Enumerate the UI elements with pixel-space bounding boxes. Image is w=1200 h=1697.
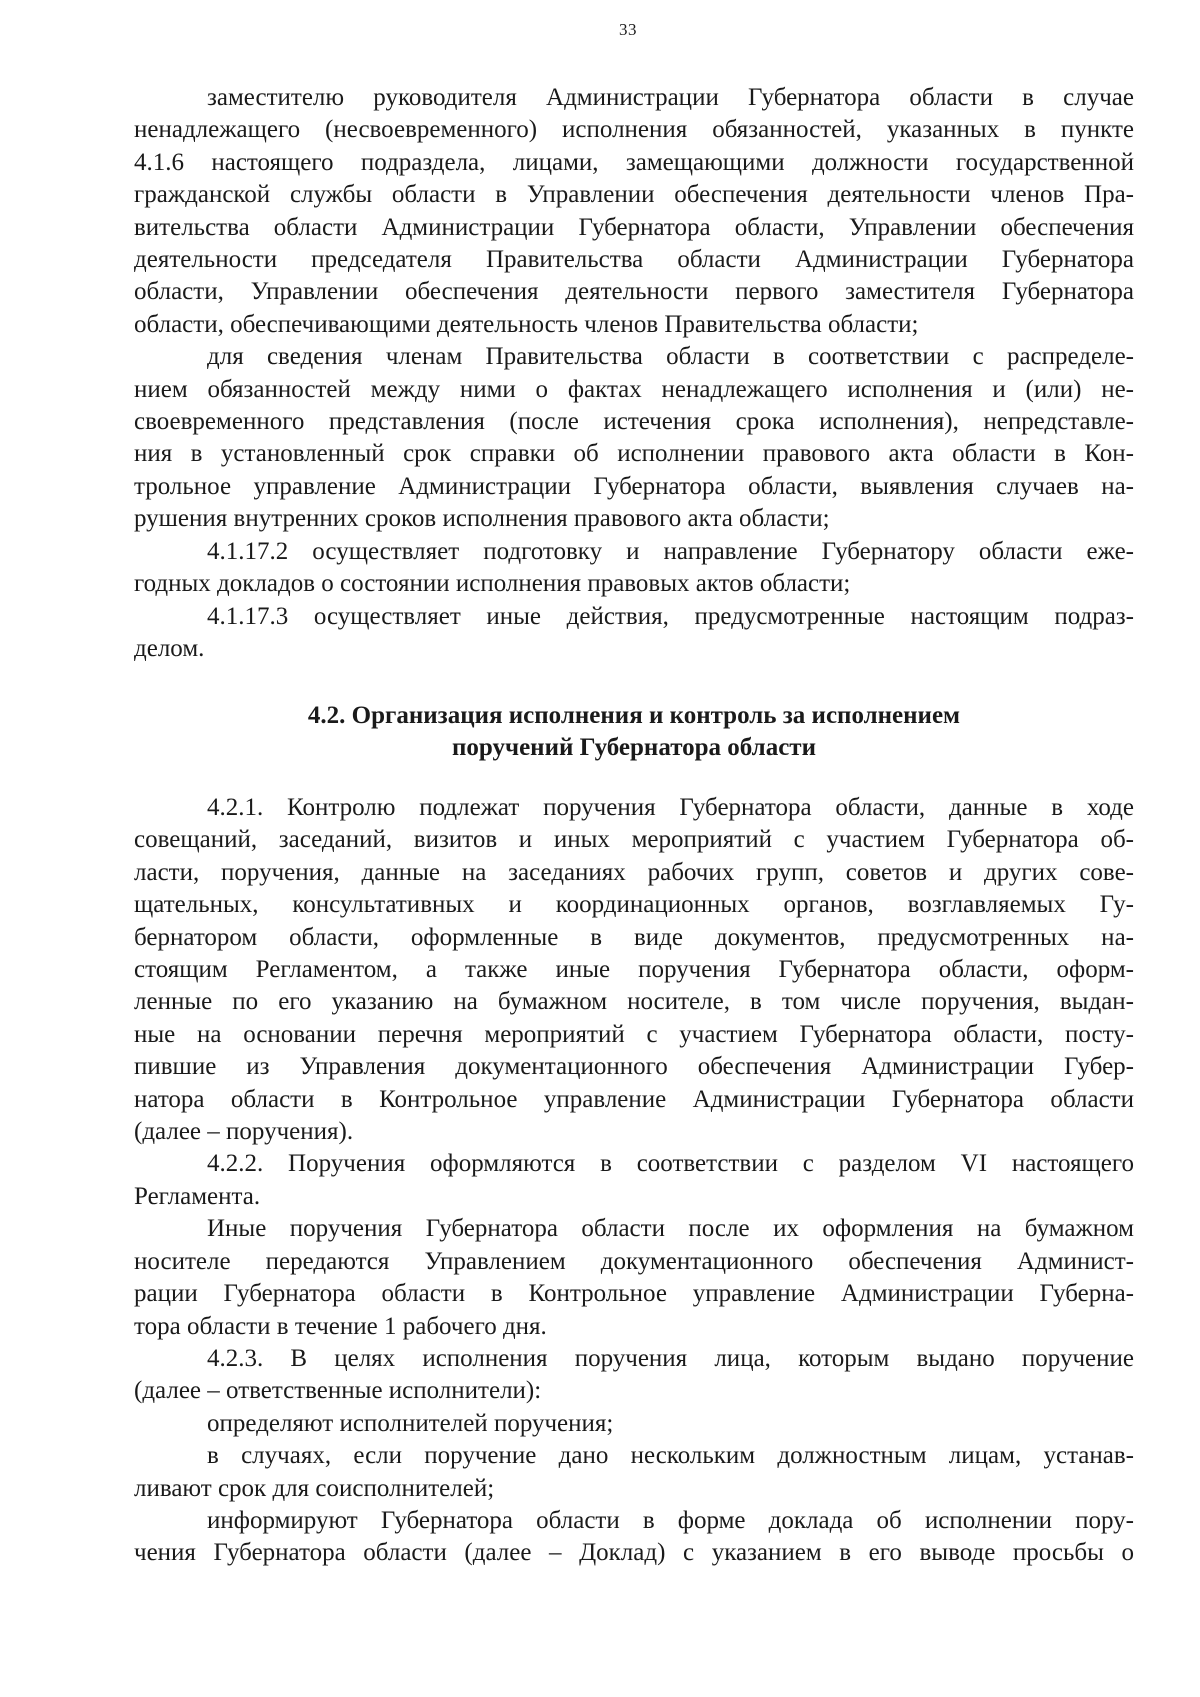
- text-line: области, обеспечивающими деятельность членов Правительства области;: [134, 310, 919, 338]
- text-line: носителе передаются Управлением документационного обеспечения Админист-: [134, 1247, 1134, 1275]
- text-line: 4.2.3. В целях исполнения поручения лица, которым выдано поручение: [207, 1344, 1134, 1372]
- text-line: ласти, поручения, данные на заседаниях рабочих групп, советов и других сове-: [134, 858, 1134, 886]
- text-line: рушения внутренних сроков исполнения правового акта области;: [134, 505, 830, 533]
- text-line: 4.1.17.3 осуществляет иные действия, предусмотренные настоящим подраз-: [207, 602, 1134, 630]
- text-line: информируют Губернатора области в форме доклада об исполнении пору-: [207, 1506, 1134, 1534]
- text-line: пившие из Управления документационного обеспечения Администрации Губер-: [134, 1053, 1134, 1081]
- text-line: делом.: [134, 634, 205, 662]
- text-line: 4.2.2. Поручения оформляются в соответствии с разделом VI настоящего: [207, 1150, 1134, 1178]
- text-line: натора области в Контрольное управление Администрации Губернатора области: [134, 1085, 1134, 1113]
- text-line: (далее – ответственные исполнители):: [134, 1377, 542, 1405]
- text-line: деятельности председателя Правительства области Администрации Губернатора: [134, 246, 1134, 274]
- text-line: чения Губернатора области (далее – Доклад) с указанием в его выводе просьбы о: [134, 1539, 1134, 1567]
- text-line: ния в установленный срок справки об исполнении правового акта области в Кон-: [134, 440, 1134, 468]
- section-heading: [134, 700, 1134, 765]
- text-line: ные на основании перечня мероприятий с участием Губернатора области, посту-: [134, 1020, 1134, 1048]
- text-line: нием обязанностей между ними о фактах ненадлежащего исполнения и (или) не-: [134, 375, 1134, 403]
- text-line: области, Управлении обеспечения деятельности первого заместителя Губернатора: [134, 278, 1134, 306]
- text-line: заместителю руководителя Администрации Губернатора области в случае: [207, 84, 1134, 111]
- text-line: 4.1.17.2 осуществляет подготовку и направление Губернатору области еже-: [207, 537, 1134, 565]
- text-line: ливают срок для соисполнителей;: [134, 1474, 495, 1502]
- text-line: совещаний, заседаний, визитов и иных мероприятий с участием Губернатора об-: [134, 826, 1134, 854]
- text-line: в случаях, если поручение дано нескольким должностным лицам, устанав-: [207, 1442, 1134, 1470]
- text-line: 4.1.6 настоящего подраздела, лицами, замещающими должности государственной: [134, 148, 1134, 176]
- text-line: бернатором области, оформленные в виде документов, предусмотренных на-: [134, 923, 1134, 951]
- text-line: определяют исполнителей поручения;: [207, 1409, 614, 1437]
- text-line: гражданской службы области в Управлении обеспечения деятельности членов Пра-: [134, 181, 1134, 209]
- text-line: своевременного представления (после истечения срока исполнения), непредставле-: [134, 408, 1134, 436]
- text-line: для сведения членам Правительства области в соответствии с распределе-: [207, 343, 1134, 371]
- page-number: 33: [619, 20, 637, 39]
- section-heading-line-1: 4.2. Организация исполнения и контроль за исполнением: [307, 702, 961, 729]
- text-line: ленные по его указанию на бумажном носителе, в том числе поручения, выдан-: [134, 988, 1134, 1016]
- text-line: Иные поручения Губернатора области после их оформления на бумажном: [207, 1215, 1134, 1243]
- text-line: стоящим Регламентом, а также иные поручения Губернатора области, оформ-: [134, 956, 1134, 984]
- text-line: (далее – поручения).: [134, 1118, 354, 1146]
- intro-text-block: [134, 82, 1134, 665]
- text-line: тора области в течение 1 рабочего дня.: [134, 1312, 547, 1340]
- text-line: щательных, консультативных и координационных органов, возглавляемых Гу-: [134, 891, 1134, 919]
- text-line: ненадлежащего (несвоевременного) исполнения обязанностей, указанных в пункте: [134, 116, 1134, 144]
- text-line: трольное управление Администрации Губернатора области, выявления случаев на-: [134, 472, 1134, 500]
- text-line: годных докладов о состоянии исполнения правовых актов области;: [134, 570, 851, 598]
- text-line: Регламента.: [134, 1182, 261, 1210]
- text-line: вительства области Администрации Губернатора области, Управлении обеспечения: [134, 213, 1134, 241]
- section-heading-line-2: поручений Губернатора области: [452, 734, 816, 762]
- section-text-block: [134, 792, 1134, 1570]
- text-line: рации Губернатора области в Контрольное управление Администрации Губерна-: [134, 1280, 1134, 1308]
- text-line: 4.2.1. Контролю подлежат поручения Губернатора области, данные в ходе: [207, 794, 1134, 821]
